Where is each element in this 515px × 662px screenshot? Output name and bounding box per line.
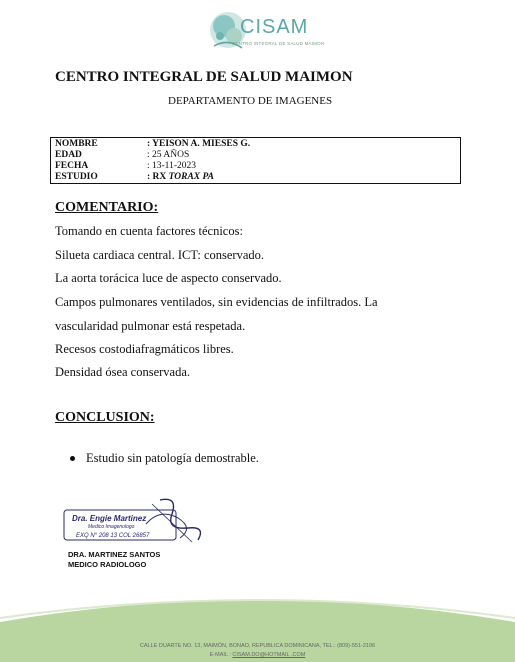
comment-line: vascularidad pulmonar está respetada. (55, 319, 246, 333)
comment-line: Densidad ósea conservada. (55, 365, 191, 379)
footer-email-label: E-MAIL : (209, 652, 233, 658)
info-label: ESTUDIO (55, 172, 98, 182)
stamp-name: Dra. Engie Martinez (72, 514, 147, 523)
info-value: : RX (147, 172, 169, 182)
page-title: CENTRO INTEGRAL DE SALUD MAIMON (55, 69, 353, 85)
logo-name: CISAM (240, 16, 309, 38)
comment-heading: COMENTARIO: (55, 200, 159, 215)
footer-wave (0, 588, 515, 662)
logo-subtitle: CENTRO INTEGRAL DE SALUD MAIMON (232, 41, 325, 46)
footer-email[interactable]: CISAM.DO@HOTMAIL .COM (232, 652, 306, 658)
footer-address: CALLE DUARTE NO. 13, MAIMÓN, BONAO, REPUBLICA DOMINICANA, TEL.: (809)-551-2106 (139, 643, 376, 649)
info-value-italic: TORAX PA (168, 172, 214, 182)
info-row-edad (55, 150, 189, 161)
info-value: : YEISON A. MIESES G. (147, 139, 251, 149)
doctor-name: DRA. MARTINEZ SANTOS (68, 550, 161, 559)
info-label: EDAD (55, 150, 82, 160)
conclusion-item: Estudio sin patología demostrable. (86, 451, 259, 465)
conclusion-heading: CONCLUSION: (55, 410, 155, 425)
info-label: FECHA (55, 161, 89, 171)
comment-line: Tomando en cuenta factores técnicos: (55, 224, 243, 238)
comment-line: Silueta cardiaca central. ICT: conservado. (55, 248, 265, 262)
stamp-exequatur: EXQ N° 208 13 COL 26857 (76, 533, 150, 539)
comment-line: Campos pulmonares ventilados, sin evidencias de infiltrados. La (55, 295, 378, 309)
department-title: DEPARTAMENTO DE IMAGENES (168, 95, 333, 107)
info-label: NOMBRE (55, 139, 98, 149)
comment-line: La aorta torácica luce de aspecto conservado. (55, 271, 282, 285)
bullet-icon (70, 456, 75, 461)
footer-email-line (0, 652, 515, 658)
info-value: : 13-11-2023 (147, 161, 196, 171)
info-row-fecha (55, 161, 196, 172)
comment-line: Recesos costodiafragmáticos libres. (55, 342, 234, 356)
stamp-title: Medico Imagenologo (88, 524, 135, 530)
doctor-role: MEDICO RADIOLOGO (68, 560, 147, 569)
info-value: : 25 AÑOS (147, 150, 190, 160)
info-row-nombre (55, 139, 250, 150)
info-row-estudio (55, 172, 214, 183)
patient-info-box (50, 137, 461, 184)
